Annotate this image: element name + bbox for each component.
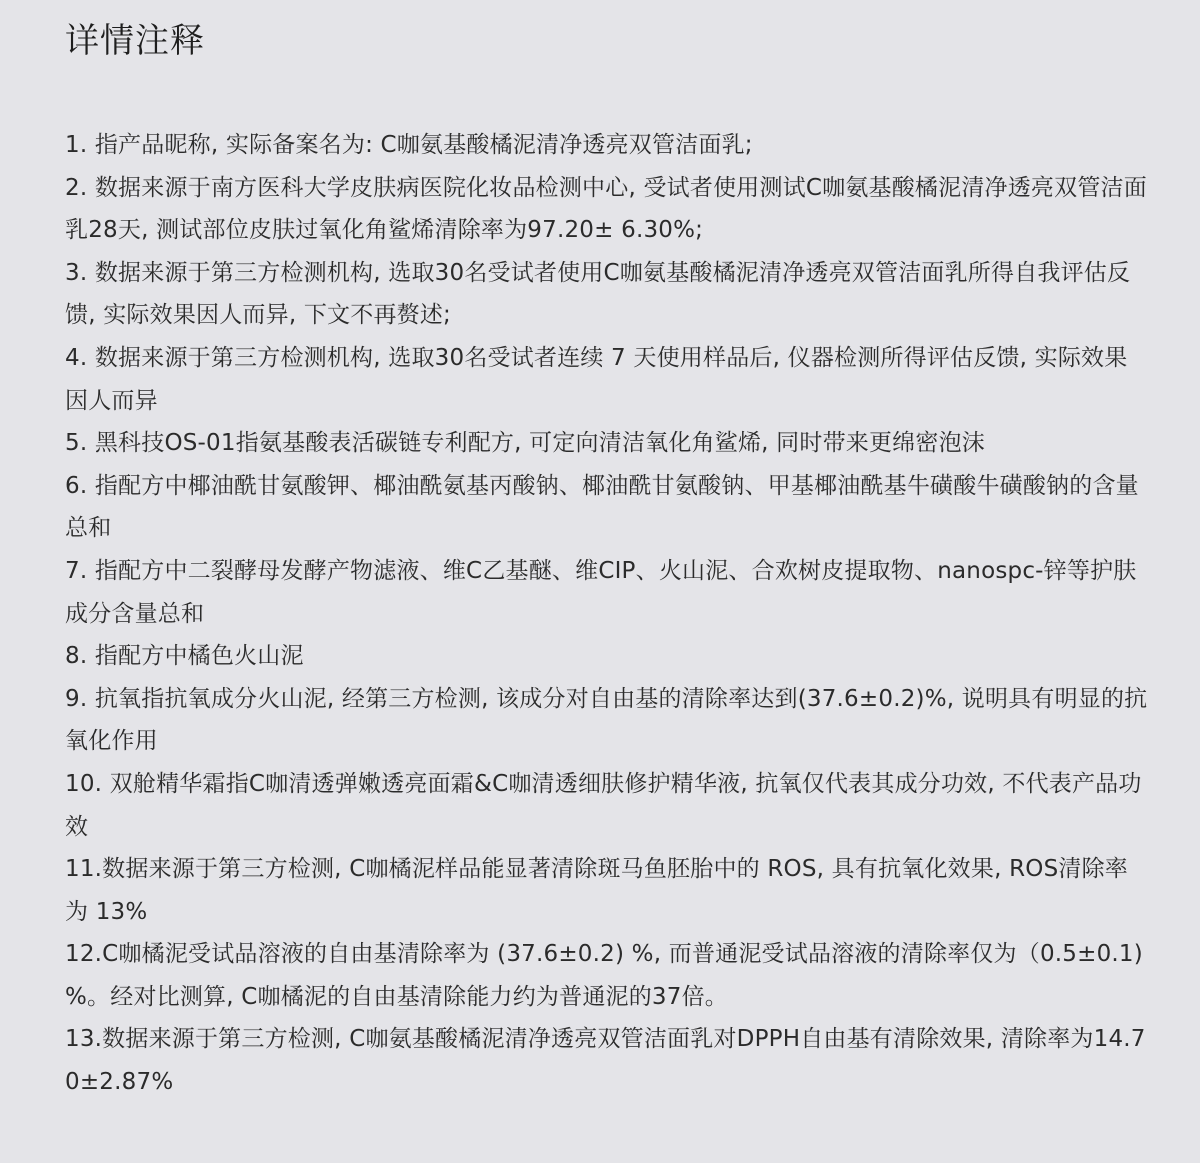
note-item-1: 1. 指产品昵称, 实际备案名为: C咖氨基酸橘泥清净透亮双管洁面乳; (65, 132, 753, 158)
note-item-8: 8. 指配方中橘色火山泥 (65, 643, 304, 670)
note-item-4: 4. 数据来源于第三方检测机构, 选取30名受试者连续 7 天使用样品后, 仪器检测所得评估反馈, 实际效果因人而异 (65, 344, 1128, 414)
note-item-9: 9. 抗氧指抗氧成分火山泥, 经第三方检测, 该成分对自由基的清除率达到(37.6±0.2)%, 说明具有明显的抗氧化作用 (65, 685, 1148, 755)
note-item-5: 5. 黑科技OS-01指氨基酸表活碳链专利配方, 可定向清洁氧化角鲨烯, 同时带来更绵密泡沫 (65, 430, 985, 457)
note-item-3: 3. 数据来源于第三方检测机构, 选取30名受试者使用C咖氨基酸橘泥清净透亮双管洁面乳所得自我评估反馈, 实际效果因人而异, 下文不再赘述; (65, 259, 1131, 329)
notes-list (65, 124, 1148, 1104)
note-item-2: 2. 数据来源于南方医科大学皮肤病医院化妆品检测中心, 受试者使用测试C咖氨基酸橘泥清净透亮双管洁面乳28天, 测试部位皮肤过氧化角鲨烯清除率为97.20± 6.30%; (65, 174, 1147, 244)
note-item-11: 11.数据来源于第三方检测, C咖橘泥样品能显著清除斑马鱼胚胎中的 ROS, 具有抗氧化效果, ROS清除率为 13% (65, 856, 1128, 925)
note-item-6: 6. 指配方中椰油酰甘氨酸钾、椰油酰氨基丙酸钠、椰油酰甘氨酸钠、甲基椰油酰基牛磺酸牛磺酸钠的含量总和 (65, 472, 1139, 542)
note-item-12: 12.C咖橘泥受试品溶液的自由基清除率为 (37.6±0.2) %, 而普通泥受试品溶液的清除率仅为（0.5±0.1) %。经对比测算, C咖橘泥的自由基清除能力约为普通泥的37倍。 (65, 941, 1143, 1010)
note-item-7: 7. 指配方中二裂酵母发酵产物滤液、维C乙基醚、维CIP、火山泥、合欢树皮提取物、nanospc-锌等护肤成分含量总和 (65, 557, 1137, 627)
note-item-10: 10. 双舱精华霜指C咖清透弹嫩透亮面霜&C咖清透细肤修护精华液, 抗氧仅代表其成分功效, 不代表产品功效 (65, 770, 1142, 840)
note-item-13: 13.数据来源于第三方检测, C咖氨基酸橘泥清净透亮双管洁面乳对DPPH自由基有清除效果, 清除率为14.70±2.87% (65, 1026, 1146, 1096)
page-title: 详情注释 (65, 21, 205, 61)
